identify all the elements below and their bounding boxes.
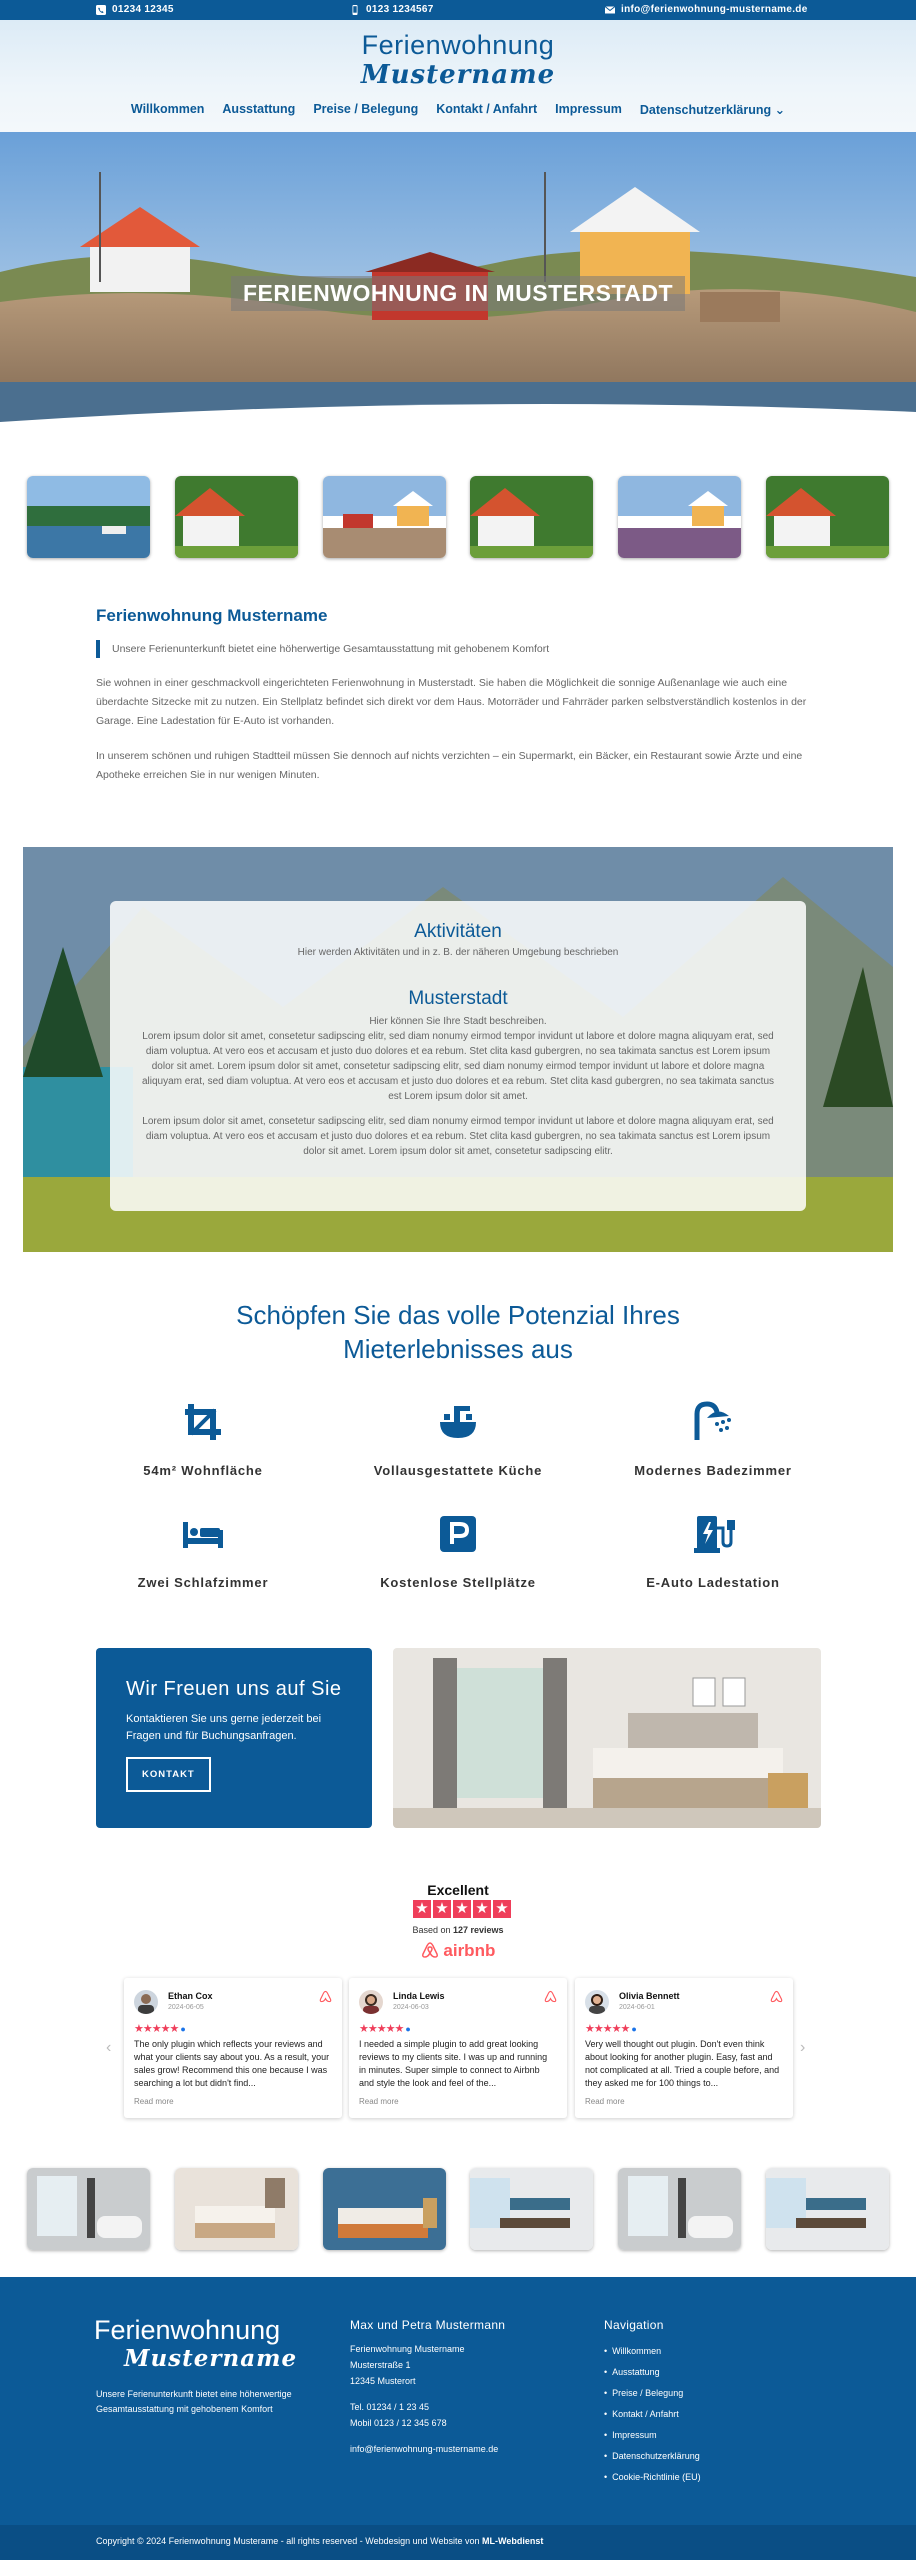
verified-icon: ●: [180, 2024, 185, 2034]
footer-contact-line: Musterstraße 1: [350, 2360, 411, 2370]
footer-navigation: [604, 2317, 701, 2488]
review-card: [575, 1978, 793, 2118]
footer-mobile[interactable]: Mobil 0123 / 12 345 678: [350, 2418, 447, 2428]
logo-line-1: Ferienwohnung: [361, 30, 555, 60]
airbnb-wordmark: airbnb: [443, 1941, 496, 1960]
shower-icon: [691, 1400, 735, 1444]
footer-nav-item[interactable]: • Kontakt / Anfahrt: [604, 2404, 701, 2425]
site-footer: [0, 2277, 916, 2525]
ev-charger-icon: [691, 1512, 735, 1556]
review-text: The only plugin which reflects your reviews and what your clients say about you. As a result, your sales grow! Recommend this one because I was searching a lot but didn't find...: [134, 2039, 330, 2088]
city-title: Musterstadt: [408, 988, 508, 1009]
envelope-icon: [605, 5, 615, 15]
rating-stars: [413, 1900, 511, 1918]
topbar-mobile-text: 0123 1234567: [366, 4, 434, 15]
crop-icon: [181, 1400, 225, 1444]
top-bar: [0, 0, 916, 20]
topbar-email-text: info@ferienwohnung-mustername.de: [621, 4, 808, 15]
bed-icon: [181, 1512, 225, 1556]
intro-paragraph-1: Sie wohnen in einer geschmackvoll eingerichteten Ferienwohnung in Musterstadt. Sie haben die Möglichkeit die sonnige Außenanlage wie auch eine überdachte Sitzecke mit zu nutzen. Ein Stellplatz befindet sich direkt vor dem Haus. Motorräder und Fahrräder parken selbstverständlich kostenlos in der Garage. Eine Ladestation für E-Auto ist vorhanden.: [96, 677, 807, 727]
feature-label: Modernes Badezimmer: [634, 1463, 792, 1478]
activities-subtitle: Hier werden Aktivitäten und in z. B. der näheren Umgebung beschrieben: [297, 947, 619, 958]
review-count-value: 127 reviews: [452, 1925, 504, 1935]
nav-item-preise[interactable]: Preise / Belegung: [313, 102, 419, 116]
potential-title-line-2: Mieterlebnisses aus: [343, 1334, 573, 1364]
airbnb-logo[interactable]: [0, 1941, 916, 1961]
feature-label: Zwei Schlafzimmer: [137, 1575, 269, 1590]
footer-contact-line: 12345 Musterort: [350, 2376, 416, 2386]
airbnb-icon: [421, 1941, 439, 1959]
intro-title: Ferienwohnung Mustername: [96, 606, 328, 625]
nav-item-datenschutz[interactable]: Datenschutzerklärung ⌄: [639, 103, 786, 117]
nav-item-willkommen[interactable]: Willkommen: [130, 102, 205, 116]
gallery-thumb-bathroom-2[interactable]: [618, 2168, 741, 2250]
reviewer-name: Linda Lewis: [393, 1991, 445, 2001]
read-more-link[interactable]: Read more: [134, 2097, 174, 2106]
read-more-link[interactable]: Read more: [585, 2097, 625, 2106]
parking-icon: [436, 1512, 480, 1556]
gallery-thumb-bedroom-2[interactable]: [323, 2168, 446, 2250]
gallery-thumb-2[interactable]: [175, 476, 298, 558]
feature-kitchen: [338, 1400, 578, 1478]
verified-icon: ●: [405, 2024, 410, 2034]
site-header: [0, 20, 916, 132]
nav-item-impressum[interactable]: Impressum: [555, 102, 622, 116]
intro-quote: Unsere Ferienunterkunft bietet eine höherwertige Gesamtausstattung mit gehobenem Komfort: [96, 640, 822, 658]
nav-item-ausstattung[interactable]: Ausstattung: [222, 102, 296, 116]
footer-nav-item[interactable]: • Preise / Belegung: [604, 2383, 701, 2404]
gallery-top: [27, 476, 889, 558]
star-icon: ★: [453, 1900, 471, 1918]
gallery-thumb-kitchen-2[interactable]: [766, 2168, 889, 2250]
review-stars: ★★★★★ ●: [134, 2023, 185, 2035]
contact-cta: [96, 1648, 372, 1828]
reviewer-name: Olivia Bennett: [619, 1991, 680, 2001]
footer-nav-item[interactable]: • Willkommen: [604, 2341, 701, 2362]
footer-logo-line-1: Ferienwohnung: [94, 2315, 281, 2345]
footer-nav-item[interactable]: • Ausstattung: [604, 2362, 701, 2383]
gallery-thumb-bathroom[interactable]: [27, 2168, 150, 2250]
review-date: 2024-06-01: [619, 2004, 655, 2011]
feature-ev-charger: [593, 1512, 833, 1590]
airbnb-icon: [319, 1990, 332, 2003]
topbar-email[interactable]: [605, 4, 808, 15]
copyright-bar: [0, 2525, 916, 2560]
star-icon: ★: [493, 1900, 511, 1918]
review-text: I needed a simple plugin to add great looking reviews to my clients site. I was up and running in minutes. Super simple to connect to Airbnb and style the look and feel of the...: [359, 2039, 548, 2088]
footer-contact-line: Ferienwohnung Mustername: [350, 2344, 465, 2354]
avatar: [134, 1990, 158, 2014]
review-date: 2024-06-05: [168, 2004, 204, 2011]
chevron-right-icon[interactable]: ›: [800, 2039, 806, 2056]
topbar-mobile[interactable]: [350, 4, 434, 15]
sink-icon: [436, 1400, 480, 1444]
hero-title-text: FERIENWOHNUNG IN MUSTERSTADT: [231, 276, 685, 311]
review-card: [349, 1978, 567, 2118]
footer-nav-item[interactable]: • Datenschutzerklärung: [604, 2446, 701, 2467]
gallery-thumb-1[interactable]: [27, 476, 150, 558]
intro-paragraph-2: In unserem schönen und ruhigen Stadtteil müssen Sie dennoch auf nichts verzichten – ein Supermarkt, ein Bäcker, ein Restaurant sowie Ärzte und eine Apotheke erreichen Sie in nur wenigen Minuten.: [96, 750, 803, 781]
potential-title-line-1: Schöpfen Sie das volle Potenzial Ihres: [236, 1300, 680, 1330]
chevron-left-icon[interactable]: ‹: [106, 2039, 112, 2056]
footer-contact-title: Max und Petra Mustermann: [350, 2318, 506, 2332]
feature-living-area: [83, 1400, 323, 1478]
review-text: Very well thought out plugin. Don't even think about looking for another plugin. Easy, fast and not complicated at all. Tried a couple before, and they asked me for 100 things to...: [585, 2039, 780, 2088]
hero-title: [0, 276, 916, 311]
footer-nav-title: Navigation: [604, 2318, 664, 2332]
feature-label: E-Auto Ladestation: [646, 1575, 780, 1590]
nav-item-kontakt[interactable]: Kontakt / Anfahrt: [436, 102, 538, 116]
topbar-phone-text: 01234 12345: [112, 4, 174, 15]
gallery-thumb-3[interactable]: [323, 476, 446, 558]
footer-nav-item[interactable]: • Cookie-Richtlinie (EU): [604, 2467, 701, 2488]
review-count-prefix: Based on: [412, 1925, 453, 1935]
copyright-text: Copyright © 2024 Ferienwohnung Musterame - all rights reserved - Webdesign und Website von: [96, 2536, 482, 2546]
avatar: [359, 1990, 383, 2014]
star-icon: ★: [433, 1900, 451, 1918]
main-nav: [0, 102, 916, 117]
airbnb-icon: [544, 1990, 557, 2003]
gallery-thumb-kitchen-1[interactable]: [470, 2168, 593, 2250]
review-stars: ★★★★★ ●: [359, 2023, 410, 2035]
footer-description: Unsere Ferienunterkunft bietet eine höherwertige Gesamtausstattung mit gehobenem Komfort: [96, 2389, 292, 2414]
gallery-bottom: [27, 2168, 889, 2250]
review-card: [124, 1978, 342, 2118]
bedroom-image: [393, 1648, 821, 1828]
cta-title: Wir Freuen uns auf Sie: [126, 1678, 342, 1700]
gallery-thumb-bedroom-1[interactable]: [175, 2168, 298, 2250]
gallery-thumb-4[interactable]: [470, 476, 593, 558]
verified-icon: ●: [631, 2024, 636, 2034]
topbar-phone[interactable]: [96, 4, 174, 15]
feature-label: 54m² Wohnfläche: [143, 1463, 263, 1478]
reviewer-name: Ethan Cox: [168, 1991, 213, 2001]
hero-banner: [0, 132, 916, 432]
feature-parking: [338, 1512, 578, 1590]
feature-bathroom: [593, 1400, 833, 1478]
copyright-brand-link[interactable]: ML-Webdienst: [482, 2536, 544, 2546]
city-lorem-1: Lorem ipsum dolor sit amet, consetetur sadipscing elitr, sed diam nonumy eirmod tempor invidunt ut labore et dolore magna aliquyam erat, sed diam voluptua. At vero eos et accusam et justo duo dolores et ea rebum. Stet clita kasd gubergren, no sea takimata sanctus est Lorem ipsum dolor sit amet. Lorem ipsum dolor sit amet, consetetur sadipscing elitr, sed diam nonumy eirmod tempor invidunt ut labore et dolore magna aliquyam erat, sed diam voluptua. At vero eos et accusam et justo duo dolores et ea rebum. Stet clita kasd gubergren, no sea takimata sanctus est Lorem ipsum dolor sit amet.: [141, 1031, 775, 1102]
feature-label: Kostenlose Stellplätze: [380, 1575, 536, 1590]
star-icon: ★: [473, 1900, 491, 1918]
feature-bedrooms: [83, 1512, 323, 1590]
avatar: [585, 1990, 609, 2014]
city-lorem-2: Lorem ipsum dolor sit amet, consetetur sadipscing elitr, sed diam nonumy eirmod tempor invidunt ut labore et dolore magna aliquyam erat, sed diam voluptua. At vero eos et accusam et justo duo dolores et ea rebum. Stet clita kasd gubergren, no sea takimata sanctus est Lorem ipsum dolor sit amet. Lorem ipsum dolor sit amet, consetetur sadipscing elitr.: [142, 1116, 774, 1157]
logo-line-2: Mustername: [360, 60, 556, 90]
city-subtitle: Hier können Sie Ihre Stadt beschreiben.: [369, 1016, 547, 1027]
activities-card: [110, 901, 806, 1211]
gallery-thumb-5[interactable]: [618, 476, 741, 558]
potential-title: [0, 1298, 916, 1366]
rating-word: Excellent: [427, 1882, 489, 1898]
footer-nav-item[interactable]: • Impressum: [604, 2425, 701, 2446]
footer-email[interactable]: info@ferienwohnung-mustername.de: [350, 2444, 499, 2454]
read-more-link[interactable]: Read more: [359, 2097, 399, 2106]
gallery-thumb-6[interactable]: [766, 476, 889, 558]
feature-label: Vollausgestattete Küche: [373, 1463, 543, 1478]
footer-logo-line-2: Mustername: [124, 2345, 298, 2372]
intro-section: [96, 606, 822, 785]
activities-section: [23, 847, 893, 1252]
mobile-icon: [350, 5, 360, 15]
airbnb-icon: [770, 1990, 783, 2003]
phone-icon: [96, 5, 106, 15]
footer-contact: [350, 2317, 505, 2457]
review-date: 2024-06-03: [393, 2004, 429, 2011]
activities-title: Aktivitäten: [414, 921, 502, 942]
review-count: [0, 1925, 916, 1935]
footer-tel[interactable]: Tel. 01234 / 1 23 45: [350, 2402, 430, 2412]
star-icon: ★: [413, 1900, 431, 1918]
review-stars: ★★★★★ ●: [585, 2023, 636, 2035]
cta-text: Kontaktieren Sie uns gerne jederzeit bei Fragen und für Buchungsanfragen.: [126, 1713, 322, 1742]
contact-button[interactable]: KONTAKT: [126, 1757, 211, 1792]
